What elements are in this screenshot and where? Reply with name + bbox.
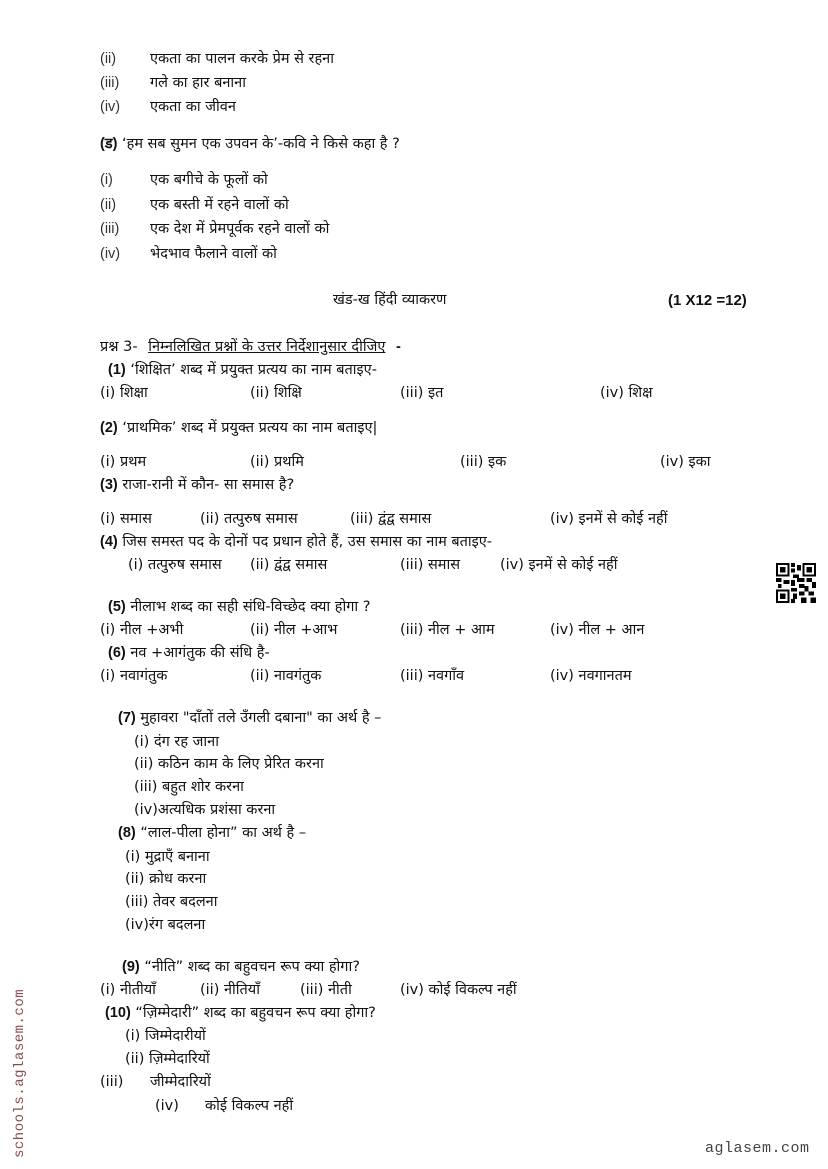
option: (i) दंग रह जाना — [134, 734, 219, 750]
option: (iii) द्वंद्व समास — [350, 511, 432, 527]
option-number: (iii) — [100, 75, 120, 91]
option-text: एक बगीचे के फूलों को — [150, 172, 268, 188]
question-number: (7) — [118, 710, 136, 726]
option: (iv)अत्यधिक प्रशंसा करना — [134, 802, 276, 818]
option-text: एक बस्ती में रहने वालों को — [150, 197, 289, 213]
option: (iv) इनमें से कोई नहीं — [550, 511, 668, 527]
question-text: नव +आगंतुक की संधि है- — [130, 645, 270, 661]
question-number: (6) — [108, 645, 126, 661]
option: (iii) बहुत शोर करना — [134, 779, 244, 795]
option: (i) नील +अभी — [100, 622, 184, 638]
option: (iv) इका — [660, 454, 711, 470]
option: (ii) क्रोध करना — [125, 871, 207, 887]
option: (ii) नील +आभ — [250, 622, 338, 638]
option-text: भेदभाव फैलाने वालों को — [150, 246, 277, 262]
option: (iv) इनमें से कोई नहीं — [500, 557, 618, 573]
question-text: मुहावरा "दाँतों तले उँगली दबाना" का अर्थ है – — [140, 710, 382, 726]
option: (i) समास — [100, 511, 152, 527]
question-number: (2) — [100, 420, 118, 436]
option: (iii) इत — [400, 385, 444, 401]
option-text: एक देश में प्रेमपूर्वक रहने वालों को — [150, 221, 330, 237]
question-number: (3) — [100, 477, 118, 493]
question-text: नीलाभ शब्द का सही संधि-विच्छेद क्या होगा ? — [130, 599, 371, 615]
question-number: (10) — [105, 1005, 131, 1021]
option: (ii) कठिन काम के लिए प्रेरित करना — [134, 756, 324, 772]
question-7 — [118, 708, 381, 728]
question-3 — [100, 475, 294, 495]
option-number: (ii) — [100, 51, 117, 67]
option: (i) जिम्मेदारीयों — [125, 1028, 206, 1044]
option: (i) मुद्राएँ बनाना — [125, 849, 210, 865]
option: (iii) तेवर बदलना — [125, 894, 218, 910]
question-number: (5) — [108, 599, 126, 615]
option: (ii) तत्पुरुष समास — [200, 511, 298, 527]
option: (i) तत्पुरुष समास — [128, 557, 222, 573]
watermark-right: aglasem.com — [705, 1140, 810, 1157]
option: (i) नीतीयाँ — [100, 982, 156, 998]
option-number: (iii) — [100, 1074, 124, 1090]
q3-heading — [100, 337, 401, 357]
option: (ii) द्वंद्व समास — [250, 557, 328, 573]
section-marks: (1 X12 =12) — [668, 292, 747, 309]
question-9 — [122, 957, 360, 977]
q3-instruction: निम्नलिखित प्रश्नों के उत्तर निर्देशानुसार दीजिए — [148, 339, 386, 355]
watermark-left: schools.aglasem.com — [12, 988, 28, 1158]
option: (iv) शिक्ष — [600, 385, 653, 401]
question-text: “ज़िम्मेदारी” शब्द का बहुवचन रूप क्या होगा? — [135, 1005, 376, 1021]
option-text: कोई विकल्प नहीं — [205, 1098, 294, 1114]
option: (iii) समास — [400, 557, 461, 573]
question-text: राजा-रानी में कौन- सा समास है? — [122, 477, 295, 493]
question-text: “लाल-पीला होना” का अर्थ है – — [140, 825, 307, 841]
question-6 — [108, 643, 270, 663]
question-number: (1) — [108, 362, 126, 378]
question-text: ‘प्राथमिक’ शब्द में प्रयुक्त प्रत्यय का नाम बताइए| — [122, 420, 378, 436]
option: (iii) इक — [460, 454, 507, 470]
option-row — [100, 49, 116, 69]
option: (ii) नावगंतुक — [250, 668, 322, 684]
option-text: एकता का पालन करके प्रेम से रहना — [150, 51, 334, 67]
option: (iii) नवगाँव — [400, 668, 465, 684]
question-8 — [118, 823, 306, 843]
question-2 — [100, 418, 377, 438]
option: (i) शिक्षा — [100, 385, 148, 401]
option: (iv)रंग बदलना — [125, 917, 206, 933]
option: (ii) नीतियाँ — [200, 982, 260, 998]
q3-dash: - — [395, 339, 401, 355]
question-d — [100, 134, 400, 154]
option-text: जीम्मेदारियों — [150, 1074, 211, 1090]
option-number: (ii) — [100, 197, 117, 213]
option: (ii) शिक्षि — [250, 385, 302, 401]
option-number: (i) — [100, 172, 113, 188]
question-label: (ड) — [100, 136, 118, 152]
option: (iii) नीती — [300, 982, 352, 998]
option-number: (iv) — [100, 99, 121, 115]
question-4 — [100, 532, 492, 552]
option: (iv) नवगानतम — [550, 668, 632, 684]
question-number: (8) — [118, 825, 136, 841]
option-number: (iv) — [155, 1098, 179, 1114]
qr-code-icon — [776, 563, 816, 603]
option: (iii) नील + आम — [400, 622, 495, 638]
option: (i) नवागंतुक — [100, 668, 168, 684]
option-number: (iii) — [100, 221, 120, 237]
option: (iv) नील + आन — [550, 622, 645, 638]
question-10 — [105, 1003, 376, 1023]
q3-label: प्रश्न 3- — [100, 339, 138, 355]
option: (ii) प्रथमि — [250, 454, 304, 470]
option: (i) प्रथम — [100, 454, 147, 470]
question-text: जिस समस्त पद के दोनों पद प्रधान होते हैं, उस समास का नाम बताइए- — [122, 534, 493, 550]
option-text: एकता का जीवन — [150, 99, 236, 115]
question-1 — [108, 360, 377, 380]
question-5 — [108, 597, 370, 617]
option: (ii) ज़िम्मेदारियों — [125, 1051, 210, 1067]
question-text: ‘शिक्षित’ शब्द में प्रयुक्त प्रत्यय का नाम बताइए- — [130, 362, 377, 378]
question-text: “नीति” शब्द का बहुवचन रूप क्या होगा? — [144, 959, 360, 975]
question-number: (9) — [122, 959, 140, 975]
section-title: खंड-ख हिंदी व्याकरण — [333, 292, 447, 308]
option-number: (iv) — [100, 246, 121, 262]
option-text: गले का हार बनाना — [150, 75, 246, 91]
question-text: ‘हम सब सुमन एक उपवन के’-कवि ने किसे कहा है ? — [122, 136, 400, 152]
option: (iv) कोई विकल्प नहीं — [400, 982, 517, 998]
question-number: (4) — [100, 534, 118, 550]
